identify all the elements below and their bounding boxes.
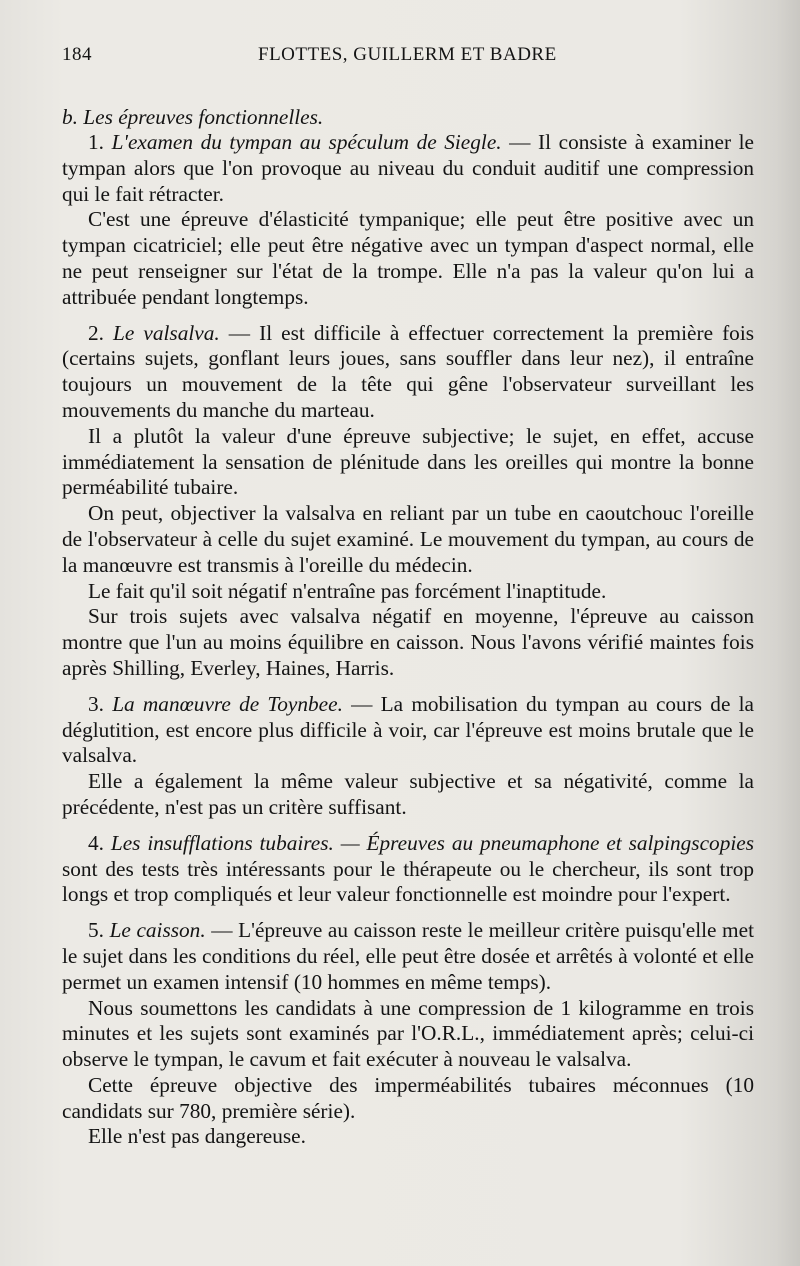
item-title: La manœuvre de Toynbee. <box>112 691 343 716</box>
running-head: FLOTTES, GUILLERM ET BADRE <box>258 44 557 65</box>
paragraph: Cette épreuve objective des imperméabilités tubaires méconnues (10 candidats sur 780, première série). <box>62 1072 754 1123</box>
item-number: 5. <box>88 918 104 943</box>
paragraph: Elle a également la même valeur subjective et sa négativité, comme la précédente, n'est pas un critère suffisant. <box>62 769 754 819</box>
item-number: 4. <box>88 830 104 855</box>
item-lead-paragraph <box>62 130 754 207</box>
item-number: 1. <box>88 130 104 154</box>
paragraph: Nous soumettons les candidats à une compression de 1 kilogramme en trois minutes et les sujets sont examinés par l'O.R.L., immédiatement après; celui-ci observe le tympan, le cavum et fait exécuter à nouveau le valsalva. <box>62 995 754 1072</box>
item-title: Le caisson. <box>109 918 206 943</box>
item-lead-paragraph <box>62 321 754 424</box>
item-lead-paragraph <box>62 692 754 769</box>
item-title: Les insufflations tubaires. — Épreuves au pneumaphone et salpingscopies <box>110 830 754 855</box>
item-lead: — Il est difficile à effectuer correctement la première fois (certains sujets, gonflant leurs joues, sans souffler dans leur nez), il entraîne toujours un mouvement de la tête qui gêne l'observateur surveillant les mouvements du manche du marteau. <box>62 320 755 422</box>
paragraph: C'est une épreuve d'élasticité tympanique; elle peut être positive avec un tympan cicatriciel; elle peut être négative avec un tympan d'aspect normal, elle ne peut renseigner sur l'état de la trompe. Elle n'a pas la valeur qu'on lui a attribuée pendant longtemps. <box>62 207 754 309</box>
item-lead: — La mobilisation du tympan au cours de la déglutition, est encore plus difficile à voir, car l'épreuve est moins brutale que le valsalva. <box>62 691 754 768</box>
item-speculum <box>62 130 754 311</box>
paragraph: On peut, objectiver la valsalva en reliant par un tube en caoutchouc l'oreille de l'observateur à celle du sujet examiné. Le mouvement du tympan, au cours de la manœuvre est transmis à l'oreille du médecin. <box>62 501 754 577</box>
item-lead-paragraph <box>62 831 754 908</box>
page-body <box>62 104 754 1150</box>
item-lead: — Il consiste à examiner le tympan alors que l'on provoque au niveau du conduit auditif une compression qui le fait rétracter. <box>62 130 754 206</box>
item-lead-paragraph <box>62 918 754 995</box>
paragraph: Le fait qu'il soit négatif n'entraîne pas forcément l'inaptitude. <box>88 578 607 603</box>
paragraph: Elle n'est pas dangereuse. <box>88 1124 306 1149</box>
item-lead: sont des tests très intéressants pour le thérapeute ou le chercheur, ils sont trop longs et trop compliqués et leur valeur fonctionnelle est moindre pour l'expert. <box>62 856 754 907</box>
item-title: L'examen du tympan au spéculum de Siegle. <box>111 130 502 154</box>
section-title: b. Les épreuves fonctionnelles. <box>62 105 324 129</box>
page-header <box>62 44 760 72</box>
page-number: 184 <box>62 44 92 65</box>
item-number: 2. <box>88 320 104 345</box>
item-number: 3. <box>88 691 104 716</box>
paragraph: Il a plutôt la valeur d'une épreuve subjective; le sujet, en effet, accuse immédiatement la sensation de plénitude dans les oreilles qui montre la bonne perméabilité tubaire. <box>62 423 754 500</box>
paragraph: Sur trois sujets avec valsalva négatif en moyenne, l'épreuve au caisson montre que l'un au moins équilibre en caisson. Nous l'avons vérifié maintes fois après Shilling, Everley, Haines, Harris. <box>62 604 754 680</box>
item-insufflations <box>62 831 754 908</box>
item-title: Le valsalva. <box>113 320 220 345</box>
item-lead: — L'épreuve au caisson reste le meilleur critère puisqu'elle met le sujet dans les conditions du réel, elle peut être dosée et arrêtés à volonté et elle permet un examen intensif (10 hommes en même temps). <box>62 918 754 994</box>
item-caisson <box>62 918 754 1150</box>
item-toynbee <box>62 692 754 821</box>
item-valsalva <box>62 321 754 682</box>
